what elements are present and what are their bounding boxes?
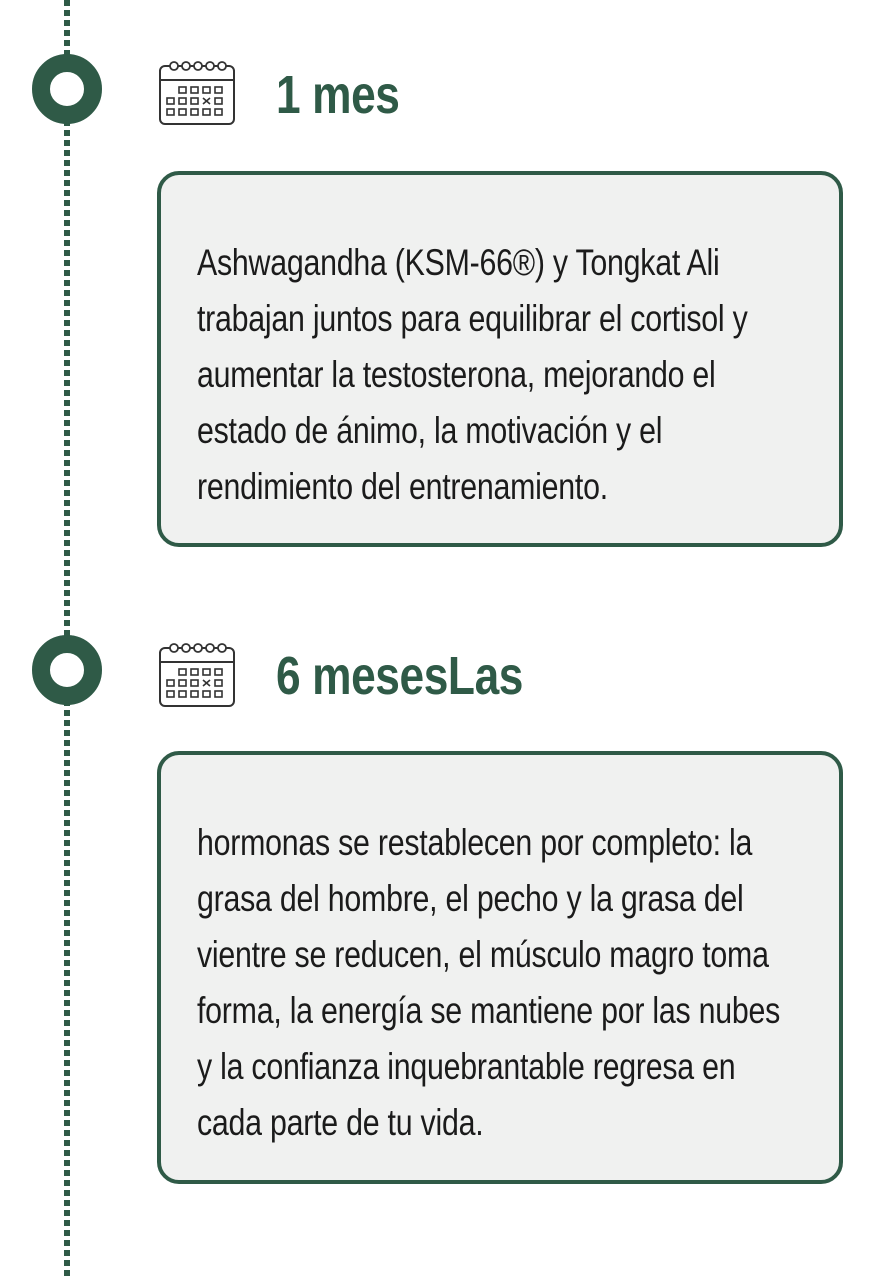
timeline-card-2 <box>157 751 843 1184</box>
timeline-card-text-1: Ashwagandha (KSM-66®) y Tongkat Ali trabajan juntos para equilibrar el cortisol y aumentar la testosterona, mejorando el estado de ánimo, la motivación y el rendimiento del entrenamiento. <box>197 242 748 507</box>
timeline-heading-1: 1 mes <box>276 65 400 125</box>
calendar-icon <box>158 58 236 126</box>
timeline-marker-2 <box>32 635 102 705</box>
timeline-marker-1 <box>32 54 102 124</box>
timeline-card-text-2: hormonas se restablecen por completo: la grasa del hombre, el pecho y la grasa del vientre se reducen, el músculo magro toma forma, la energía se mantiene por las nubes y la confianza inquebrantable regresa en cada parte de tu vida. <box>197 822 781 1143</box>
timeline-card-1 <box>157 171 843 547</box>
timeline-heading-2: 6 mesesLas <box>276 646 524 706</box>
calendar-icon <box>158 640 236 708</box>
